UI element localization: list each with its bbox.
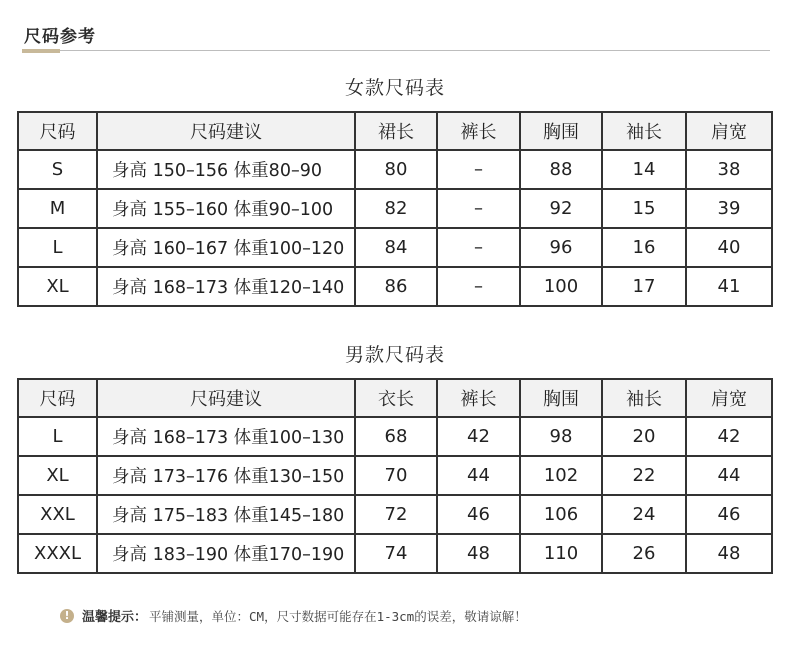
cell-top-length: 72 [355,495,437,534]
header-accent-bar [22,49,60,53]
cell-sleeve: 17 [602,267,686,306]
cell-pants-length: 46 [437,495,520,534]
cell-pants-length: 42 [437,417,520,456]
men-table-title: 男款尺码表 [344,344,445,366]
table-header-row [18,379,772,417]
cell-pants-length: 44 [437,456,520,495]
cell-sleeve: 24 [602,495,686,534]
column-header-sleeve: 袖长 [602,379,686,417]
cell-chest: 92 [520,189,602,228]
cell-pants-length: – [437,189,520,228]
cell-size: S [18,150,97,189]
cell-size: XL [18,267,97,306]
cell-suggestion: 身高 168–173 体重120–140 [97,267,355,306]
cell-pants-length: – [437,267,520,306]
table-row [18,189,772,228]
table-row [18,267,772,306]
cell-suggestion: 身高 183–190 体重170–190 [97,534,355,573]
cell-shoulder: 39 [686,189,772,228]
men-size-table [17,378,773,574]
cell-suggestion: 身高 150–156 体重80–90 [97,150,355,189]
cell-pants-length: 48 [437,534,520,573]
cell-size: L [18,417,97,456]
cell-suggestion: 身高 168–173 体重100–130 [97,417,355,456]
cell-chest: 88 [520,150,602,189]
cell-shoulder: 48 [686,534,772,573]
column-header-sleeve: 袖长 [602,112,686,150]
cell-chest: 106 [520,495,602,534]
column-header-pants-length: 裤长 [437,379,520,417]
table-row [18,228,772,267]
cell-chest: 110 [520,534,602,573]
cell-suggestion: 身高 175–183 体重145–180 [97,495,355,534]
cell-chest: 98 [520,417,602,456]
tip-text: 平铺测量，单位：CM，尺寸数据可能存在1-3cm的误差，敬请谅解！ [149,608,527,624]
cell-sleeve: 20 [602,417,686,456]
cell-skirt-length: 82 [355,189,437,228]
table-header-row [18,112,772,150]
column-header-suggestion: 尺码建议 [97,112,355,150]
section-header [22,18,770,52]
cell-sleeve: 22 [602,456,686,495]
cell-sleeve: 15 [602,189,686,228]
cell-shoulder: 41 [686,267,772,306]
cell-size: L [18,228,97,267]
cell-top-length: 68 [355,417,437,456]
column-header-chest: 胸围 [520,112,602,150]
column-header-size: 尺码 [18,112,97,150]
header-divider [22,50,770,51]
women-table-title: 女款尺码表 [344,77,445,99]
column-header-chest: 胸围 [520,379,602,417]
table-row [18,150,772,189]
column-header-shoulder: 肩宽 [686,112,772,150]
column-header-skirt-length: 裙长 [355,112,437,150]
cell-shoulder: 46 [686,495,772,534]
cell-sleeve: 16 [602,228,686,267]
column-header-size: 尺码 [18,379,97,417]
cell-size: XXL [18,495,97,534]
cell-chest: 102 [520,456,602,495]
cell-skirt-length: 86 [355,267,437,306]
cell-shoulder: 42 [686,417,772,456]
table-row [18,534,772,573]
cell-chest: 96 [520,228,602,267]
cell-size: XXXL [18,534,97,573]
cell-size: XL [18,456,97,495]
cell-skirt-length: 84 [355,228,437,267]
section-title: 尺码参考 [24,27,96,47]
column-header-shoulder: 肩宽 [686,379,772,417]
table-row [18,417,772,456]
cell-sleeve: 26 [602,534,686,573]
cell-shoulder: 44 [686,456,772,495]
exclamation-icon: ! [60,609,74,623]
cell-suggestion: 身高 173–176 体重130–150 [97,456,355,495]
column-header-pants-length: 裤长 [437,112,520,150]
cell-chest: 100 [520,267,602,306]
cell-top-length: 74 [355,534,437,573]
table-row [18,495,772,534]
women-size-table [17,111,773,307]
cell-suggestion: 身高 160–167 体重100–120 [97,228,355,267]
table-row [18,456,772,495]
cell-sleeve: 14 [602,150,686,189]
column-header-suggestion: 尺码建议 [97,379,355,417]
cell-shoulder: 38 [686,150,772,189]
tip-note [60,606,527,625]
cell-skirt-length: 80 [355,150,437,189]
cell-size: M [18,189,97,228]
cell-top-length: 70 [355,456,437,495]
cell-suggestion: 身高 155–160 体重90–100 [97,189,355,228]
cell-pants-length: – [437,150,520,189]
column-header-top-length: 衣长 [355,379,437,417]
cell-shoulder: 40 [686,228,772,267]
tip-label: 温馨提示： [82,610,148,625]
cell-pants-length: – [437,228,520,267]
